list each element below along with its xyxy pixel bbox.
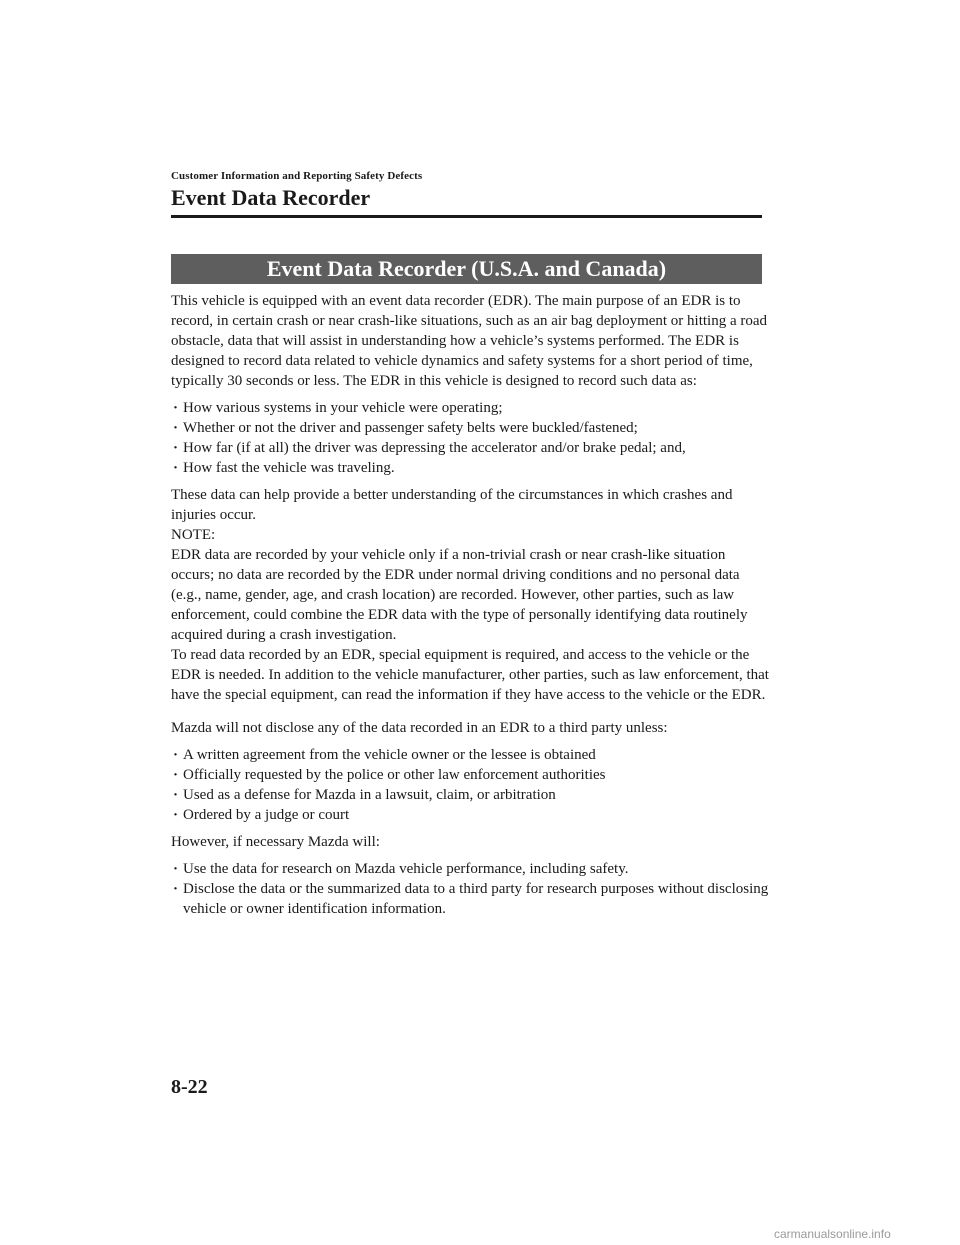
list-item: · How fast the vehicle was traveling. <box>173 460 395 476</box>
list-item: · Used as a defense for Mazda in a lawsuit, claim, or arbitration <box>173 787 556 803</box>
list-item: · Disclose the data or the summarized data to a third party for research purposes without disclosing vehicle or owner identification information. <box>173 881 769 917</box>
bullet-icon: · <box>173 787 179 803</box>
recorded-data-list <box>171 398 769 478</box>
section-title: Event Data Recorder (U.S.A. and Canada) <box>171 254 762 284</box>
bullet-icon: · <box>173 420 179 436</box>
breadcrumb: Customer Information and Reporting Safety Defects <box>171 170 423 182</box>
disclosure-intro: Mazda will not disclose any of the data recorded in an EDR to a third party unless: <box>171 720 668 736</box>
intro-paragraph: This vehicle is equipped with an event data recorder (EDR). The main purpose of an EDR is to record, in certain crash or near crash-like situations, such as an air bag deployment or hitting a road obstacle, data that will assist in understanding how a vehicle’s systems performed. The EDR is designed to record data related to vehicle dynamics and safety systems for a short period of time, typically 30 seconds or less. The EDR in this vehicle is designed to record such data as: <box>171 293 768 389</box>
bullet-icon: · <box>173 440 179 456</box>
help-paragraph: These data can help provide a better understanding of the circumstances in which crashes and injuries occur. <box>171 487 733 523</box>
list-item: · A written agreement from the vehicle owner or the lessee is obtained <box>173 747 596 763</box>
however-intro: However, if necessary Mazda will: <box>171 834 380 850</box>
bullet-icon: · <box>173 400 179 416</box>
watermark: carmanualsonline.info <box>774 1227 891 1241</box>
bullet-icon: · <box>173 861 179 877</box>
page-number: 8-22 <box>171 1076 208 1098</box>
bullet-icon: · <box>173 460 179 476</box>
bullet-icon: · <box>173 881 179 897</box>
bullet-icon: · <box>173 767 179 783</box>
list-item: · Officially requested by the police or other law enforcement authorities <box>173 767 606 783</box>
note-label: NOTE: <box>171 527 216 543</box>
mazda-uses-list <box>171 859 769 919</box>
list-item: · How various systems in your vehicle were operating; <box>173 400 503 416</box>
bullet-icon: · <box>173 747 179 763</box>
title-divider <box>171 215 762 218</box>
note-paragraph: EDR data are recorded by your vehicle only if a non-trivial crash or near crash-like situation occurs; no data are recorded by the EDR under normal driving conditions and no personal data (e.g., name, gender, age, and crash location) are recorded. However, other parties, such as law enforcement, could combine the EDR data with the type of personally identifying data routinely acquired during a crash investigation. <box>171 547 748 643</box>
list-item: · How far (if at all) the driver was depressing the accelerator and/or brake pedal; and, <box>173 440 686 456</box>
section-body <box>171 291 769 919</box>
read-data-paragraph: To read data recorded by an EDR, special equipment is required, and access to the vehicle or the EDR is needed. In addition to the vehicle manufacturer, other parties, such as law enforcement, that have the special equipment, can read the information if they have access to the vehicle or the EDR. <box>171 647 769 703</box>
disclosure-conditions-list <box>171 745 769 825</box>
chapter-title: Event Data Recorder <box>171 185 371 210</box>
list-item: · Whether or not the driver and passenger safety belts were buckled/fastened; <box>173 420 638 436</box>
list-item: · Use the data for research on Mazda vehicle performance, including safety. <box>173 861 629 877</box>
list-item: · Ordered by a judge or court <box>173 807 350 823</box>
bullet-icon: · <box>173 807 179 823</box>
